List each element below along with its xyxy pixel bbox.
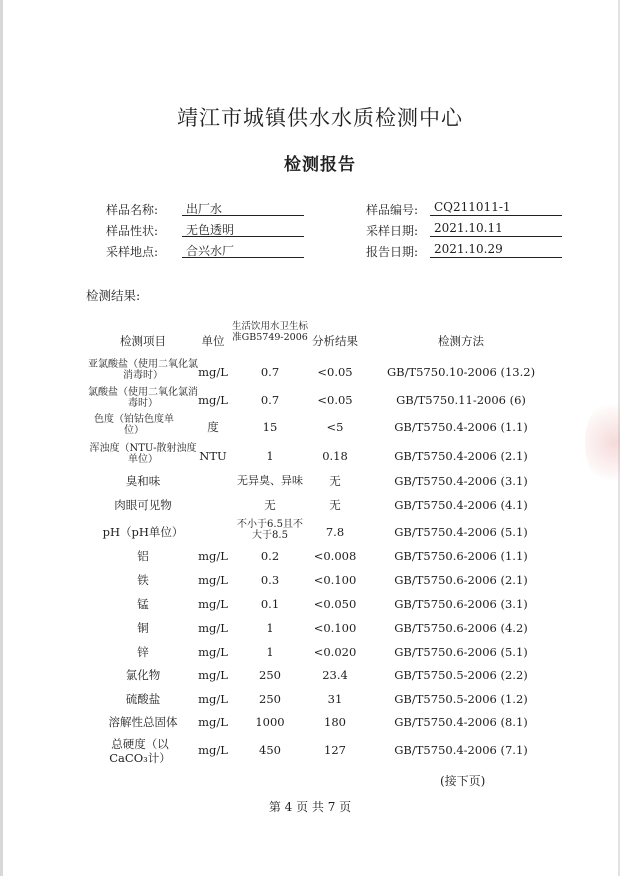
row-method: GB/T5750.11-2006 (6) bbox=[396, 393, 526, 407]
row-result: 无 bbox=[329, 498, 341, 512]
header-result: 分析结果 bbox=[312, 334, 358, 348]
row-unit: NTU bbox=[199, 449, 227, 463]
row-result: <0.100 bbox=[313, 573, 357, 587]
row-result: 7.8 bbox=[325, 525, 345, 539]
report-subtitle: 检测报告 bbox=[284, 155, 356, 175]
row-unit: mg/L bbox=[198, 597, 228, 611]
row-result: 无 bbox=[329, 474, 341, 488]
sampling-date-label: 采样日期: bbox=[365, 224, 418, 238]
row-item: 浑浊度（NTU-散射浊度单位） bbox=[89, 443, 197, 465]
row-method: GB/T5750.6-2006 (5.1) bbox=[394, 645, 528, 659]
row-result: 31 bbox=[327, 692, 343, 706]
row-item: 铜 bbox=[137, 621, 149, 635]
row-result: <0.100 bbox=[313, 621, 357, 635]
row-standard: 250 bbox=[259, 668, 281, 682]
row-standard: 0.3 bbox=[260, 573, 280, 587]
seal-stamp-fragment bbox=[585, 395, 620, 490]
sample-name-value: 出厂水 bbox=[182, 200, 304, 216]
row-unit: mg/L bbox=[198, 549, 228, 563]
row-item: 锌 bbox=[137, 645, 149, 659]
row-unit: mg/L bbox=[198, 573, 228, 587]
row-standard: 1 bbox=[266, 449, 274, 463]
row-result: <5 bbox=[326, 420, 344, 434]
row-method: GB/T5750.4-2006 (3.1) bbox=[394, 474, 528, 488]
row-method: GB/T5750.6-2006 (1.1) bbox=[394, 549, 528, 563]
row-standard: 0.2 bbox=[260, 549, 280, 563]
row-method: GB/T5750.6-2006 (3.1) bbox=[394, 597, 528, 611]
row-method: GB/T5750.5-2006 (1.2) bbox=[394, 692, 528, 706]
page-title: 靖江市城镇供水水质检测中心 bbox=[177, 106, 463, 130]
row-method: GB/T5750.4-2006 (7.1) bbox=[394, 743, 528, 757]
sample-trait-value: 无色透明 bbox=[182, 221, 304, 237]
row-result: 180 bbox=[324, 715, 346, 729]
row-standard: 无 bbox=[264, 498, 276, 512]
row-result: <0.020 bbox=[313, 645, 357, 659]
row-unit: mg/L bbox=[198, 393, 228, 407]
header-item: 检测项目 bbox=[120, 334, 166, 348]
row-method: GB/T5750.6-2006 (2.1) bbox=[394, 573, 528, 587]
row-item: 氯化物 bbox=[125, 668, 161, 682]
sampling-site-label: 采样地点: bbox=[105, 245, 158, 259]
sample-trait-label: 样品性状: bbox=[105, 224, 158, 238]
row-unit: mg/L bbox=[198, 715, 228, 729]
row-method: GB/T5750.4-2006 (1.1) bbox=[394, 420, 528, 434]
row-method: GB/T5750.4-2006 (2.1) bbox=[394, 449, 528, 463]
row-result: <0.05 bbox=[317, 393, 353, 407]
row-standard: 15 bbox=[262, 420, 278, 434]
row-unit: mg/L bbox=[198, 668, 228, 682]
row-standard: 450 bbox=[259, 743, 281, 757]
row-item: 总硬度（以CaCO₃计） bbox=[109, 737, 171, 765]
header-method: 检测方法 bbox=[438, 334, 484, 348]
row-standard: 1 bbox=[266, 645, 274, 659]
row-item: 锰 bbox=[137, 597, 149, 611]
row-item: 溶解性总固体 bbox=[108, 715, 178, 729]
results-label: 检测结果: bbox=[86, 288, 141, 303]
row-result: 0.18 bbox=[322, 449, 348, 463]
row-method: GB/T5750.10-2006 (13.2) bbox=[386, 365, 536, 379]
continued-note: (接下页) bbox=[440, 774, 486, 788]
row-standard: 不小于6.5且不大于8.5 bbox=[237, 519, 303, 541]
row-standard: 1 bbox=[266, 621, 274, 635]
row-item: 亚氯酸盐（使用二氧化氯消毒时） bbox=[88, 359, 198, 381]
row-method: GB/T5750.4-2006 (8.1) bbox=[394, 715, 528, 729]
row-result: <0.05 bbox=[317, 365, 353, 379]
report-date-label: 报告日期: bbox=[365, 245, 418, 259]
row-unit: 度 bbox=[207, 420, 219, 434]
row-standard: 250 bbox=[259, 692, 281, 706]
row-method: GB/T5750.4-2006 (4.1) bbox=[394, 498, 528, 512]
sampling-date-value: 2021.10.11 bbox=[430, 221, 562, 237]
sample-no-label: 样品编号: bbox=[365, 203, 418, 217]
row-standard: 0.7 bbox=[260, 393, 280, 407]
header-standard: 生活饮用水卫生标准GB5749-2006 bbox=[232, 321, 309, 343]
row-item: 臭和味 bbox=[125, 474, 161, 488]
sampling-site-value: 合兴水厂 bbox=[182, 242, 304, 258]
row-standard: 0.7 bbox=[260, 365, 280, 379]
row-standard: 无异臭、异味 bbox=[237, 474, 303, 487]
row-result: <0.008 bbox=[313, 549, 357, 563]
sample-name-label: 样品名称: bbox=[105, 203, 158, 217]
page-footer: 第 4 页 共 7 页 bbox=[268, 800, 352, 814]
report-date-value: 2021.10.29 bbox=[430, 242, 562, 258]
sample-no-value: CQ211011-1 bbox=[430, 200, 562, 216]
row-standard: 0.1 bbox=[260, 597, 280, 611]
row-method: GB/T5750.6-2006 (4.2) bbox=[394, 621, 528, 635]
row-item: 铁 bbox=[137, 573, 149, 587]
row-result: 23.4 bbox=[322, 668, 348, 682]
row-unit: mg/L bbox=[198, 743, 228, 757]
row-unit: mg/L bbox=[198, 621, 228, 635]
row-item: 氯酸盐（使用二氧化氯消毒时） bbox=[88, 387, 198, 409]
row-item: 硫酸盐 bbox=[125, 692, 161, 706]
row-item: 肉眼可见物 bbox=[114, 498, 172, 512]
row-item: pH（pH单位） bbox=[102, 525, 184, 539]
row-result: <0.050 bbox=[313, 597, 357, 611]
row-item: 色度（铂钴色度单位） bbox=[94, 414, 174, 436]
row-result: 127 bbox=[324, 743, 346, 757]
header-unit: 单位 bbox=[201, 334, 225, 348]
row-item: 铝 bbox=[137, 549, 149, 563]
row-method: GB/T5750.4-2006 (5.1) bbox=[394, 525, 528, 539]
row-unit: mg/L bbox=[198, 692, 228, 706]
row-standard: 1000 bbox=[255, 715, 285, 729]
row-unit: mg/L bbox=[198, 645, 228, 659]
row-unit: mg/L bbox=[198, 365, 228, 379]
row-method: GB/T5750.5-2006 (2.2) bbox=[394, 668, 528, 682]
